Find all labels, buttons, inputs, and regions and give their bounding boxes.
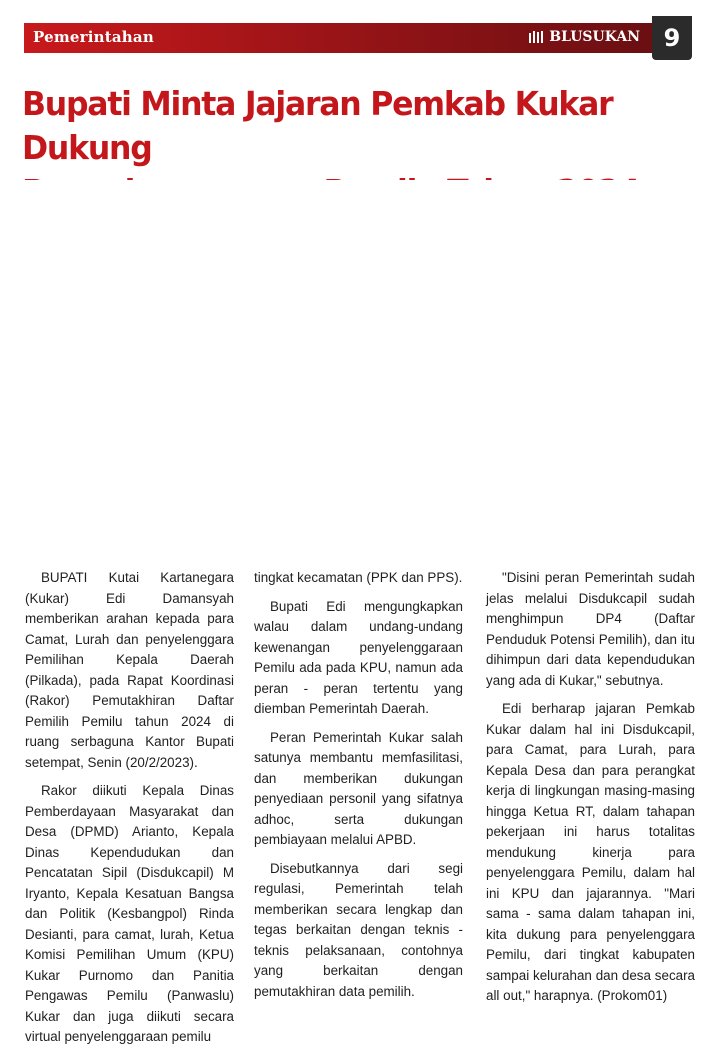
stripes-icon [529,31,545,43]
column-2 [254,568,463,1010]
paragraph: "Disini peran Pemerintah sudah jelas melalui Disdukcapil sudah menghimpun DP4 (Daftar Penduduk Potensi Pemilih), dan itu dihimpun dari data kependudukan yang ada di Kukar," sebutnya. [486,570,695,688]
page-number: 9 [663,24,681,52]
paragraph: Peran Pemerintah Kukar salah satunya membantu memfasilitasi, dan memberikan dukungan penyediaan personil yang sifatnya adhoc, serta dukungan pembiayaan melalui APBD. [254,729,463,847]
page-number-box [652,16,692,60]
headline-line-1: Bupati Minta Jajaran Pemkab Kukar Dukung [22,84,613,167]
photo-area [22,180,694,560]
paragraph: Disebutkannya dari segi regulasi, Pemerintah telah memberikan secara lengkap dan tegas berkaitan dengan teknis - teknis pelaksanaan, contohnya yang berkaitan dengan pemutakhiran data pemilih. [254,860,463,999]
paragraph: Bupati Edi mengungkapkan walau dalam undang-undang kewenangan penyelenggaraan Pemilu ada pada KPU, namun ada peran - peran tertentu yang diemban Pemerintah Daerah. [254,598,463,716]
paragraph: Edi berharap jajaran Pemkab Kukar dalam hal ini Disdukcapil, para Camat, para Lurah, para Kepala Desa dan para perangkat kerja di lingkungan masing-masing hingga Ketua RT, dalam tahapan pekerjaan ini harus totalitas mendukung kinerja para penyelenggara Pemilu, dalam hal ini KPU dan jajarannya. "Mari sama - sama dalam tahapan ini, kita dukung para penyelenggara Pemilu, dari tingkat kabupaten sampai kelurahan dan desa secara all out," harapnya. (Prokom01) [486,701,695,1003]
column-3 [486,568,695,1015]
column-1 [25,568,234,1056]
paragraph: Rakor diikuti Kepala Dinas Pemberdayaan Masyarakat dan Desa (DPMD) Arianto, Kepala Dinas Kependudukan dan Pencatatan Sipil (Disdukcapil) M Iryanto, Kepala Kesatuan Bangsa dan Politik (Kesbangpol) Rinda Desianti, para camat, lurah, Ketua Komisi Pemilihan Umum (KPU) Kukar Purnomo dan Panitia Pengawas Pemilu (Panwaslu) Kukar dan juga diikuti secara virtual penyelenggaraan pemilu [25,783,234,1044]
brand-logo [529,29,640,45]
section-label: Pemerintahan [33,28,154,46]
paragraph: BUPATI Kutai Kartanegara (Kukar) Edi Damansyah memberikan arahan kepada para Camat, Lurah dan penyelenggara Pemilihan Kepala Daerah (Pilkada), pada Rapat Koordinasi (Rakor) Pemutakhiran Daftar Pemilih Pemilu tahun 2024 di ruang serbaguna Kantor Bupati setempat, Senin (20/2/2023). [25,570,234,770]
article-body [0,568,716,1044]
paragraph-continued: tingkat kecamatan (PPK dan PPS). [254,570,463,585]
brand-name: BLUSUKAN [549,29,640,45]
section-header-bar [24,23,652,53]
